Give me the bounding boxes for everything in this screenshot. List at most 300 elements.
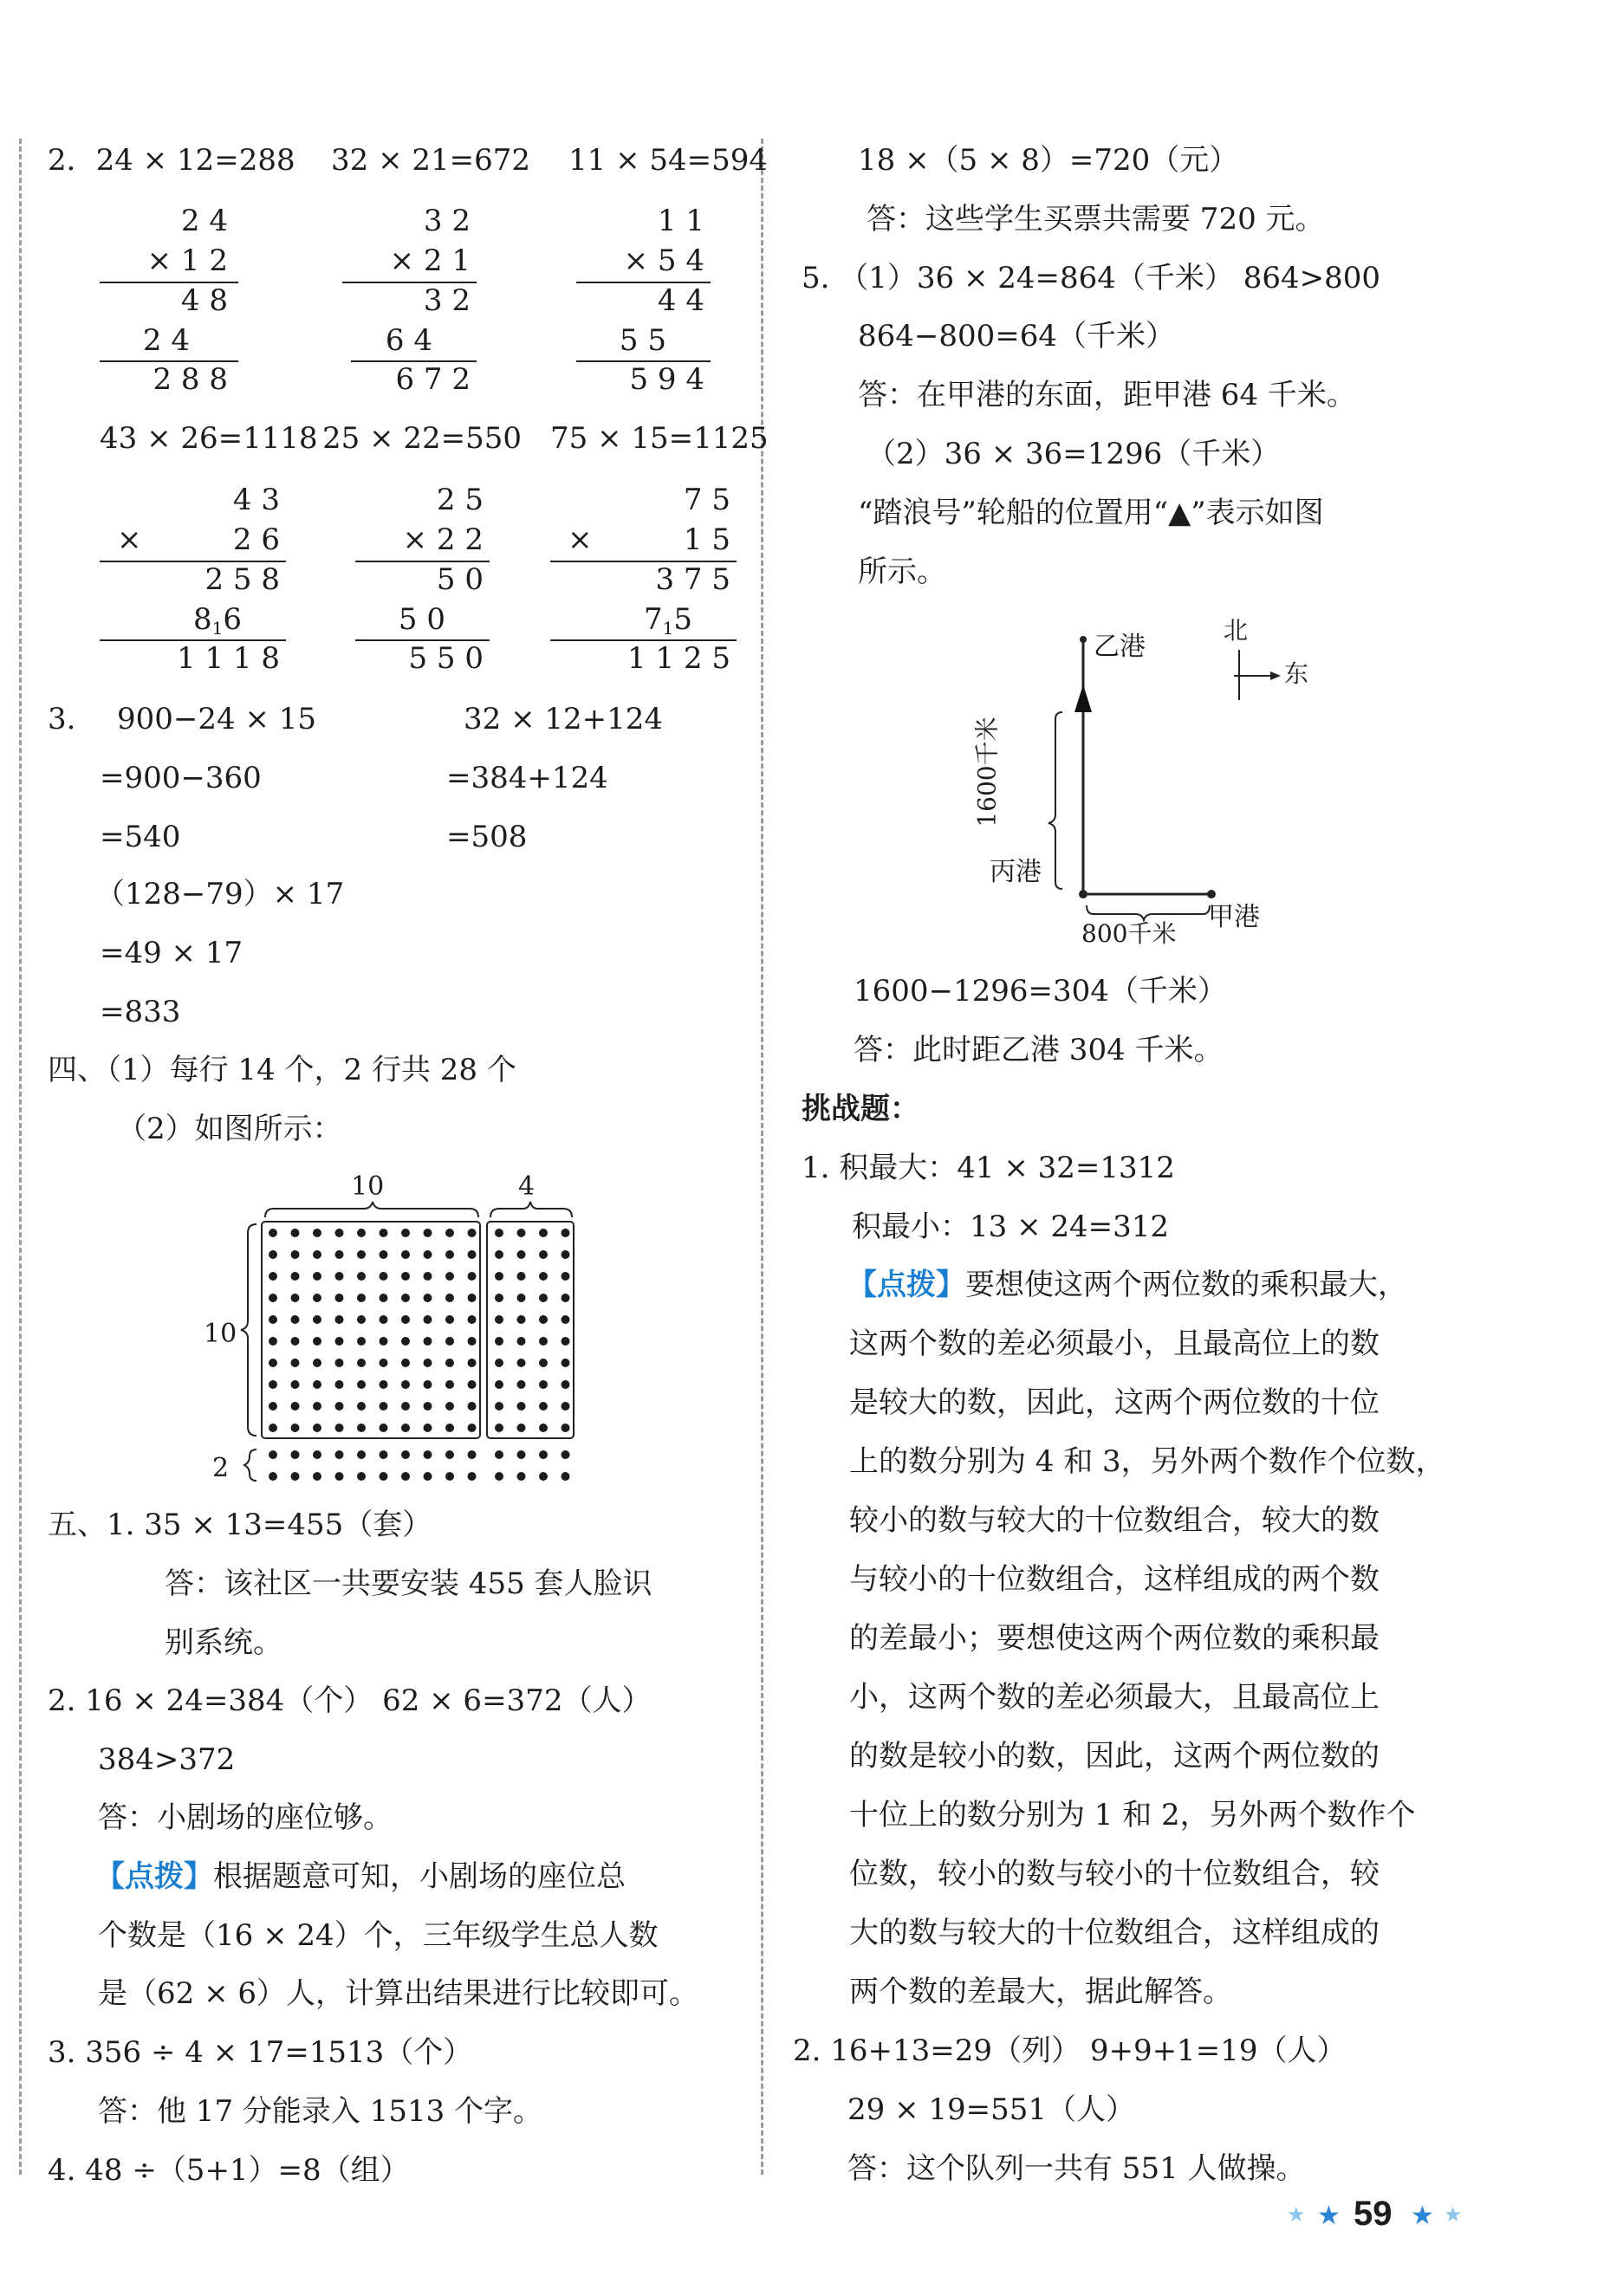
calc-row: 6 7 2 <box>395 362 471 397</box>
tip-text: 位数，较小的数与较小的十位数组合，较 <box>849 1857 1380 1891</box>
dot <box>401 1294 410 1302</box>
q3-step: =900−360 <box>100 761 262 795</box>
s5-q3-answer: 答：他 17 分能录入 1513 个字。 <box>98 2094 543 2129</box>
dot <box>380 1472 388 1481</box>
dot <box>424 1229 432 1237</box>
dot <box>495 1450 503 1459</box>
dot <box>445 1337 454 1346</box>
dot <box>335 1359 344 1367</box>
dot <box>517 1380 526 1389</box>
carry-digit: 6 <box>223 602 242 637</box>
dot <box>517 1337 526 1346</box>
dot <box>380 1359 388 1367</box>
tip-tag: 【点拨】 <box>95 1859 213 1894</box>
tip-text: 大的数与较大的十位数组合，这样组成的 <box>849 1916 1380 1950</box>
dot <box>357 1272 366 1281</box>
dot <box>335 1272 344 1281</box>
calc-row: 5 0 <box>398 602 445 637</box>
carry-mark: 1 <box>211 618 224 639</box>
dot <box>424 1450 432 1459</box>
dot <box>517 1450 526 1459</box>
dot <box>468 1424 477 1432</box>
dot <box>357 1337 366 1346</box>
challenge-2-calc: 29 × 19=551（人） <box>847 2092 1136 2127</box>
dot <box>562 1380 570 1389</box>
eq-11x54: 11 × 54=594 <box>568 143 769 178</box>
eq-75x15: 75 × 15=1125 <box>550 421 769 456</box>
calc-row: 1 5 <box>683 522 730 557</box>
label-east: 东 <box>1284 659 1309 688</box>
dot <box>335 1294 344 1302</box>
dot <box>539 1315 548 1324</box>
dot <box>562 1315 570 1324</box>
brace-top-4 <box>490 1202 572 1217</box>
calc-row: × 1 2 <box>146 243 228 278</box>
challenge-2: 2. 16+13=29（列） 9+9+1=19（人） <box>793 2033 1347 2068</box>
dot-array-figure <box>234 1200 589 1495</box>
calc-row: 7 5 <box>683 483 730 517</box>
dot <box>445 1229 454 1237</box>
s4-line2: （2）如图所示： <box>117 1112 342 1146</box>
dot <box>517 1402 526 1411</box>
dot <box>269 1359 277 1367</box>
eq-43x26: 43 × 26=1118 <box>100 421 318 456</box>
q3-step: =508 <box>446 820 528 854</box>
calc-row: 3 2 <box>423 283 471 318</box>
dot <box>445 1472 454 1481</box>
label-800km: 800千米 <box>1081 919 1177 948</box>
dot <box>424 1424 432 1432</box>
fig-label-10-left: 10 <box>204 1319 237 1349</box>
dot <box>495 1402 503 1411</box>
dot <box>495 1229 503 1237</box>
vertical-calc-75x15 <box>550 481 750 689</box>
dot <box>357 1402 366 1411</box>
calc-row: 4 4 <box>657 283 704 318</box>
dot <box>539 1229 548 1237</box>
dot <box>468 1450 477 1459</box>
dot <box>335 1402 344 1411</box>
carry-digit: 8 <box>192 602 212 637</box>
dot <box>468 1250 477 1259</box>
dot <box>424 1294 432 1302</box>
dot <box>445 1450 454 1459</box>
star-icon: ★ <box>1444 2202 1463 2227</box>
dot <box>424 1337 432 1346</box>
carry-digit: 7 <box>643 602 663 637</box>
dot <box>562 1294 570 1302</box>
dot <box>269 1294 277 1302</box>
page-number: 59 <box>1354 2195 1393 2233</box>
fig-label-2-bottom: 2 <box>212 1453 230 1483</box>
star-icon: ★ <box>1317 2201 1341 2231</box>
dot <box>424 1359 432 1367</box>
dot <box>539 1337 548 1346</box>
tip-text: 两个数的差最大，据此解答。 <box>849 1975 1232 2009</box>
dot <box>468 1229 477 1237</box>
s5-q1: 五、1. 35 × 13=455（套） <box>48 1508 432 1542</box>
dot <box>335 1315 344 1324</box>
dot <box>539 1250 548 1259</box>
dot <box>335 1229 344 1237</box>
label-yi-port: 乙港 <box>1094 632 1146 662</box>
dot <box>562 1359 570 1367</box>
fig-label-10-top: 10 <box>351 1171 385 1202</box>
dot <box>495 1359 503 1367</box>
dot <box>357 1229 366 1237</box>
s5-q2: 2. 16 × 24=384（个） 62 × 6=372（人） <box>48 1683 652 1718</box>
dot <box>291 1315 300 1324</box>
dot <box>539 1359 548 1367</box>
calc-row: 5 5 0 <box>408 641 484 676</box>
dot <box>424 1315 432 1324</box>
dot <box>539 1402 548 1411</box>
dot <box>517 1359 526 1367</box>
q5-2-calc: 1600−1296=304（千米） <box>854 974 1227 1009</box>
dot <box>380 1337 388 1346</box>
dot <box>468 1315 477 1324</box>
dot <box>495 1294 503 1302</box>
dot <box>313 1402 321 1411</box>
dot <box>539 1450 548 1459</box>
dot <box>291 1472 300 1481</box>
calc-row: 1 1 <box>657 204 704 238</box>
q3-step: =49 × 17 <box>100 936 243 970</box>
fig-label-4-top: 4 <box>518 1171 536 1202</box>
dot <box>291 1229 300 1237</box>
tip-text: 要想使这两个两位数的乘积最大， <box>965 1268 1407 1302</box>
calc-row: × <box>117 522 142 557</box>
s5-q1-answer-cont: 别系统。 <box>165 1625 282 1660</box>
dot <box>291 1272 300 1281</box>
tip-text: 是较大的数，因此，这两个两位数的十位 <box>849 1385 1380 1420</box>
dot <box>291 1359 300 1367</box>
dot <box>424 1380 432 1389</box>
dot <box>445 1294 454 1302</box>
dot <box>517 1250 526 1259</box>
dot <box>495 1424 503 1432</box>
r-eq: 18 ×（5 × 8）=720（元） <box>858 143 1239 178</box>
dot <box>269 1229 277 1237</box>
dot <box>269 1272 277 1281</box>
dot <box>313 1250 321 1259</box>
dot <box>562 1402 570 1411</box>
calc-row: 2 6 <box>232 522 280 557</box>
brace-top-10 <box>265 1202 478 1217</box>
calc-row: 2 5 <box>436 483 484 517</box>
horizontal-brace <box>1087 905 1210 920</box>
challenge-tip <box>847 1268 1407 1302</box>
star-icon: ★ <box>1411 2201 1434 2231</box>
q3-expr: 32 × 12+124 <box>464 702 664 736</box>
q5-2-desc: “踏浪号”轮船的位置用“▲”表示如图 <box>858 496 1324 530</box>
s5-q1-answer: 答：该社区一共要安装 455 套人脸识 <box>165 1566 652 1601</box>
dot <box>562 1424 570 1432</box>
dot <box>468 1359 477 1367</box>
dot <box>401 1272 410 1281</box>
dot <box>269 1424 277 1432</box>
dot <box>357 1359 366 1367</box>
dot <box>468 1472 477 1481</box>
dot <box>401 1380 410 1389</box>
calc-row: × <box>568 522 593 557</box>
calc-row: 5 9 4 <box>629 362 704 397</box>
dot <box>335 1472 344 1481</box>
dot <box>291 1294 300 1302</box>
dot <box>401 1250 410 1259</box>
dot <box>468 1337 477 1346</box>
challenge-heading: 挑战题： <box>802 1092 919 1126</box>
eq-24x12: 2．24 × 12=288 <box>48 143 295 178</box>
q5-2-answer: 答：此时距乙港 304 千米。 <box>854 1033 1224 1067</box>
dot <box>539 1380 548 1389</box>
r-answer: 答：这些学生买票共需要 720 元。 <box>867 202 1325 237</box>
vertical-calc-32x21 <box>342 202 490 401</box>
dot <box>517 1315 526 1324</box>
dot <box>291 1450 300 1459</box>
dot <box>495 1315 503 1324</box>
tip-text: 个数是（16 × 24）个，三年级学生总人数 <box>98 1918 659 1953</box>
dot <box>495 1250 503 1259</box>
dot <box>269 1250 277 1259</box>
dot <box>445 1424 454 1432</box>
brace-left-2 <box>244 1450 256 1481</box>
tip-text: 十位上的数分别为 1 和 2，另外两个数作个 <box>849 1798 1416 1832</box>
calc-row: 4 3 <box>232 483 280 517</box>
dot <box>357 1294 366 1302</box>
dot <box>313 1272 321 1281</box>
tip-text: 是（62 × 6）人，计算出结果进行比较即可。 <box>98 1976 698 2011</box>
tip-text: 较小的数与较大的十位数组合，较大的数 <box>849 1503 1380 1538</box>
dot <box>424 1402 432 1411</box>
port-jia-dot <box>1207 890 1216 898</box>
dot <box>445 1359 454 1367</box>
dot <box>380 1380 388 1389</box>
s5-tip <box>95 1859 626 1894</box>
east-arrow-icon <box>1270 671 1281 680</box>
dot <box>380 1315 388 1324</box>
label-jia-port: 甲港 <box>1208 902 1260 932</box>
s5-q2-answer: 答：小剧场的座位够。 <box>98 1800 393 1835</box>
dot <box>445 1402 454 1411</box>
dot <box>562 1272 570 1281</box>
tip-text: 与较小的十位数组合，这样组成的两个数 <box>849 1562 1380 1597</box>
tip-text: 上的数分别为 4 和 3，另外两个数作个位数， <box>849 1444 1445 1479</box>
dot <box>357 1472 366 1481</box>
tip-text: 的差最小；要想使这两个两位数的乘积最 <box>849 1621 1380 1656</box>
port-map-diagram <box>979 606 1326 962</box>
dot <box>357 1450 366 1459</box>
calc-row: 4 8 <box>180 283 228 318</box>
star-icon: ★ <box>1287 2202 1306 2227</box>
tip-tag: 【点拨】 <box>847 1268 965 1302</box>
dot <box>445 1315 454 1324</box>
dot <box>495 1380 503 1389</box>
vertical-calc-24x12 <box>100 202 247 401</box>
calc-row: 2 4 <box>142 323 190 358</box>
dot <box>291 1402 300 1411</box>
s5-q3: 3. 356 ÷ 4 × 17=1513（个） <box>48 2035 473 2070</box>
eq-32x21: 32 × 21=672 <box>331 143 531 178</box>
dot <box>291 1424 300 1432</box>
dot <box>313 1450 321 1459</box>
dot <box>380 1250 388 1259</box>
dot <box>495 1337 503 1346</box>
dot <box>335 1250 344 1259</box>
q3-label: 3. <box>48 702 76 736</box>
port-bing-dot <box>1079 890 1087 898</box>
dot <box>380 1402 388 1411</box>
dot <box>291 1337 300 1346</box>
vertical-brace <box>1048 712 1062 889</box>
calc-row: 3 7 5 <box>655 562 730 597</box>
dot <box>357 1315 366 1324</box>
dot <box>517 1424 526 1432</box>
tip-text: 这两个数的差必须最小，且最高位上的数 <box>849 1326 1380 1361</box>
label-north: 北 <box>1224 616 1249 645</box>
dot <box>562 1337 570 1346</box>
s4-line1: 四、（1）每行 14 个，2 行共 28 个 <box>48 1053 516 1087</box>
dot <box>401 1359 410 1367</box>
dot <box>401 1472 410 1481</box>
dot <box>269 1380 277 1389</box>
dot <box>468 1272 477 1281</box>
calc-row: 2 5 8 <box>204 562 280 597</box>
dot <box>517 1272 526 1281</box>
dot <box>539 1294 548 1302</box>
dot <box>445 1250 454 1259</box>
dot <box>269 1450 277 1459</box>
dot <box>401 1450 410 1459</box>
dot <box>335 1424 344 1432</box>
calc-row: 2 4 <box>180 204 228 238</box>
dot <box>357 1250 366 1259</box>
eq-25x22: 25 × 22=550 <box>322 421 523 456</box>
dot <box>517 1229 526 1237</box>
dot <box>269 1315 277 1324</box>
dot <box>562 1450 570 1459</box>
vertical-calc-11x54 <box>576 202 724 401</box>
dot <box>335 1450 344 1459</box>
dot <box>380 1294 388 1302</box>
dot <box>445 1380 454 1389</box>
calc-row: × 2 2 <box>402 522 484 557</box>
dot <box>401 1402 410 1411</box>
dot <box>539 1472 548 1481</box>
challenge-1: 1. 积最大：41 × 32=1312 <box>802 1151 1175 1185</box>
dot <box>335 1380 344 1389</box>
calc-row: 2 8 8 <box>153 362 228 397</box>
ship-marker-icon <box>1074 684 1092 712</box>
dot <box>468 1294 477 1302</box>
q3-expr: 900−24 × 15 <box>117 702 317 736</box>
dot <box>269 1402 277 1411</box>
dot <box>562 1250 570 1259</box>
s5-q2-compare: 384>372 <box>98 1742 236 1777</box>
calc-row: 5 0 <box>436 562 484 597</box>
dot <box>539 1272 548 1281</box>
calc-row: × 2 1 <box>389 243 471 278</box>
calc-row: 6 4 <box>385 323 432 358</box>
dot <box>313 1294 321 1302</box>
dot <box>401 1424 410 1432</box>
dot <box>313 1315 321 1324</box>
calc-row: 1 1 1 8 <box>177 641 280 676</box>
tip-text: 的数是较小的数，因此，这两个两位数的 <box>849 1739 1380 1774</box>
dot <box>495 1272 503 1281</box>
dot <box>424 1472 432 1481</box>
label-bing-port: 丙港 <box>990 857 1042 887</box>
column-divider <box>19 139 22 2175</box>
dot <box>313 1472 321 1481</box>
dot <box>517 1294 526 1302</box>
q3-expr: （128−79）× 17 <box>95 877 345 911</box>
dot <box>380 1450 388 1459</box>
port-yi-dot <box>1080 636 1087 643</box>
dot <box>468 1402 477 1411</box>
dot <box>291 1380 300 1389</box>
q3-step: =384+124 <box>446 761 608 795</box>
dot <box>562 1472 570 1481</box>
dot <box>313 1359 321 1367</box>
dot <box>424 1272 432 1281</box>
calc-row: 1 1 2 5 <box>627 641 730 676</box>
dot <box>357 1424 366 1432</box>
challenge-1-min: 积最小：13 × 24=312 <box>852 1210 1170 1244</box>
tip-text: 小，这两个数的差必须最大，且最高位上 <box>849 1680 1380 1715</box>
calc-row: × 5 4 <box>623 243 704 278</box>
carry-digit: 5 <box>673 602 692 637</box>
tip-text: 根据题意可知，小剧场的座位总 <box>213 1859 626 1894</box>
q3-step: =540 <box>100 820 181 854</box>
q5-1: 5. （1）36 × 24=864（千米） 864>800 <box>802 261 1380 295</box>
dot <box>380 1272 388 1281</box>
dot <box>269 1337 277 1346</box>
s5-q4: 4. 48 ÷（5+1）=8（组） <box>48 2153 410 2188</box>
q5-1-answer: 答：在甲港的东面，距甲港 64 千米。 <box>858 378 1356 412</box>
brace-left-10 <box>241 1224 256 1436</box>
q3-step: =833 <box>100 995 181 1029</box>
dot <box>313 1424 321 1432</box>
dot <box>269 1472 277 1481</box>
dot <box>424 1250 432 1259</box>
dot <box>335 1337 344 1346</box>
dot <box>313 1380 321 1389</box>
dot <box>313 1229 321 1237</box>
calc-row: 5 5 <box>619 323 666 358</box>
q5-1-step: 864−800=64（千米） <box>858 319 1176 353</box>
dot <box>401 1337 410 1346</box>
vertical-calc-43x26 <box>100 481 299 689</box>
challenge-2-answer: 答：这个队列一共有 551 人做操。 <box>847 2151 1306 2186</box>
dot <box>495 1472 503 1481</box>
calc-row: 3 2 <box>423 204 471 238</box>
q5-2-desc-cont: 所示。 <box>858 555 946 589</box>
dot <box>445 1272 454 1281</box>
carry-mark: 1 <box>662 618 674 639</box>
dot <box>562 1229 570 1237</box>
dot <box>517 1472 526 1481</box>
dot <box>401 1315 410 1324</box>
label-1600km: 1600千米 <box>972 717 1002 827</box>
dot <box>357 1380 366 1389</box>
dot <box>401 1229 410 1237</box>
dot <box>380 1424 388 1432</box>
dot <box>313 1337 321 1346</box>
dot <box>380 1229 388 1237</box>
q5-2: （2）36 × 36=1296（千米） <box>867 437 1281 471</box>
dot <box>468 1380 477 1389</box>
